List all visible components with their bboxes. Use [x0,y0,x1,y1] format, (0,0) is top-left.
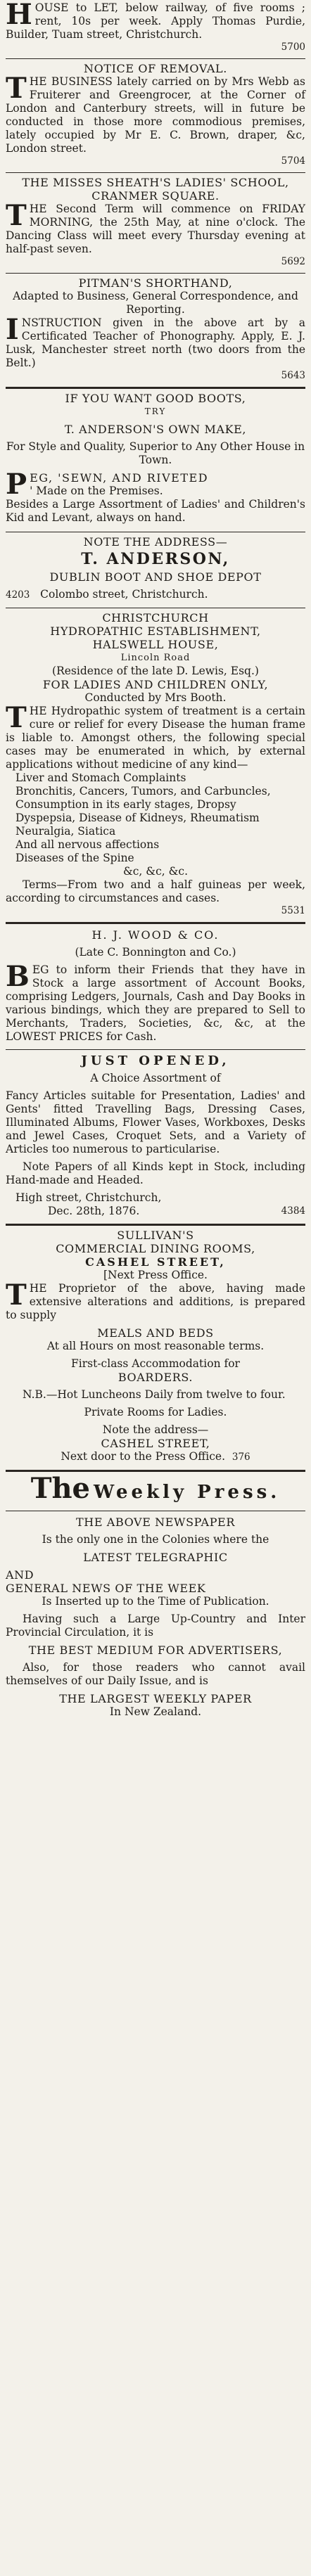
ad-house-to-let [6,1,305,57]
drop-cap: B [6,960,30,993]
ad-heading: CHRISTCHURCH [102,611,209,624]
ad-subheading: BOARDERS. [118,1371,193,1384]
ad-heading: IF YOU WANT GOOD BOOTS, [65,392,246,405]
ad-heading: THE MISSES SHEATH'S LADIES' SCHOOL, CRANMER SQUARE. [22,176,289,203]
ad-date [6,1205,305,1218]
ad-note: Note the address— [102,1423,209,1436]
column-rule [6,172,305,173]
ad-shop-name: T. ANDERSON, [81,550,230,568]
ad-reference-number: 4203 [6,589,30,601]
ad-body: HE Proprietor of the above, having made extensive alterations and additions, is prepared to supply [6,1282,305,1321]
ad-just-opened: JUST OPENED, [81,1053,230,1068]
ad-heading: SULLIVAN'S [117,1229,194,1242]
ad-subheading: AND [6,1568,34,1582]
ad-notice-of-removal [6,62,305,171]
ad-subheading: THE LARGEST WEEKLY PAPER [59,1692,252,1705]
ad-pitmans-shorthand [6,276,305,385]
masthead-the: The [30,1472,90,1505]
ad-body: Is the only one in the Colonies where the [42,1533,269,1546]
ad-weekly-press [6,1472,305,1723]
ad-subheading: Adapted to Business, General Correspondence, and Reporting. [13,290,298,316]
ad-body: HE BUSINESS lately carried on by Mrs Webb as Fruiterer and Greengrocer, at the Corner of London and Canterbury streets, will in future be conducted in those more commodious premises, lately occupied by Mr E. C. Brown, draper, &c, London street. [6,75,305,155]
ad-subheading: T. ANDERSON'S OWN MAKE, [64,423,247,436]
drop-cap: T [6,72,27,105]
ad-ladies-school [6,176,305,271]
drop-cap: T [6,701,27,734]
ad-depot-name: DUBLIN BOOT AND SHOE DEPOT [49,570,262,584]
column-rule [6,58,305,59]
ad-body: Private Rooms for Ladies. [84,1406,227,1418]
drop-cap: P [6,468,27,501]
ad-reference-number: 5643 [281,370,305,381]
ad-body: Also, for those readers who cannot avail themselves of our Daily Issue, and is [6,1661,305,1687]
column-rule [6,922,305,924]
ad-body: N.B.—Hot Luncheons Daily from twelve to four. [23,1388,286,1401]
ad-heading: HYDROPATHIC ESTABLISHMENT, [50,624,261,638]
ad-reference-number: 376 [231,1452,250,1463]
ad-subheading: (Late C. Bonnington and Co.) [75,946,236,959]
ad-body-heading: EG, 'SEWN, AND RIVETED [30,471,209,485]
list-item: Bronchitis, Cancers, Tumors, and Carbuncles, [15,785,271,797]
column-rule [6,1224,305,1226]
ad-reference-number: 4384 [281,1205,305,1217]
ad-heading: NOTICE OF REMOVAL. [84,62,227,75]
ad-heading: FOR LADIES AND CHILDREN ONLY, [42,678,269,691]
ad-address: Colombo street, Christchurch. [40,588,208,601]
ad-tagline: For Style and Quality, Superior to Any Other House in Town. [6,440,305,466]
ad-body: At all Hours on most reasonable terms. [46,1340,265,1352]
drop-cap: T [6,1279,27,1312]
ad-body: Is Inserted up to the Time of Publication. [42,1595,269,1608]
list-item: Diseases of the Spine [15,852,134,864]
ad-address [6,1450,305,1464]
ad-reference-number: 5692 [281,256,305,267]
column-rule [6,273,305,274]
list-item: And all nervous affections [15,838,160,851]
ad-address-text: Next door to the Press Office. [61,1450,226,1463]
ad-subheading: LATEST TELEGRAPHIC [83,1551,228,1564]
ad-subheading: (Residence of the late D. Lewis, Esq.) [52,665,259,677]
ad-terms: Terms—From two and a half guineas per week, according to circumstances and cases. [6,878,305,904]
ad-reference-number: 5531 [281,905,305,916]
drop-cap: T [6,199,27,232]
masthead-title: Weekly Press. [93,1482,281,1503]
ad-address-line [6,588,305,602]
ad-try-label: TRY [144,406,167,416]
drop-cap: I [6,313,19,346]
ad-subheading: Lincoln Road [120,653,191,663]
ad-body: Having such a Large Up-Country and Inter Provincial Circulation, it is [6,1613,305,1639]
ad-wood-and-co [6,928,305,1222]
ad-subheading: CASHEL STREET, [101,1437,210,1450]
ad-date-text: Dec. 28th, 1876. [48,1205,140,1217]
ad-hydropathic-establishment [6,611,305,921]
ad-address: High street, Christchurch, [15,1191,162,1204]
ad-body: ' Made on the Premises. [30,485,163,497]
ad-subheading: MEALS AND BEDS [97,1326,214,1340]
ad-sullivans-dining-rooms [6,1229,305,1468]
ad-anderson-boots [6,392,305,606]
ad-body: HE Second Term will commence on FRIDAY MORNING, the 25th May, at nine o'clock. The Dancing Class will meet every Thursday evening at half-past seven. [6,203,305,255]
ad-body: Note Papers of all Kinds kept in Stock, including Hand-made and Headed. [6,1160,305,1186]
ad-subheading: THE BEST MEDIUM FOR ADVERTISERS, [28,1643,283,1657]
ad-subheading: THE ABOVE NEWSPAPER [76,1516,235,1529]
column-rule [6,387,305,389]
ad-body: First-class Accommodation for [71,1357,240,1370]
ad-subheading: Conducted by Mrs Booth. [84,691,227,704]
ad-subheading: A Choice Assortment of [90,1072,221,1084]
ad-subheading: GENERAL NEWS OF THE WEEK [6,1582,206,1595]
list-item: &c, &c, &c. [122,865,189,878]
ad-body: OUSE to LET, below railway, of five rooms ; rent, 10s per week. Apply Thomas Purdie, Builder, Tuam street, Christchurch. [6,1,305,41]
list-item: Liver and Stomach Complaints [15,771,186,784]
ad-heading: H. J. WOOD & CO. [91,928,220,942]
ad-heading: HALSWELL HOUSE, [92,638,219,651]
ad-reference-number: 5700 [281,41,305,53]
inner-rule [6,1049,305,1050]
drop-cap: H [6,0,32,31]
ad-heading: COMMERCIAL DINING ROOMS, [56,1242,255,1255]
ad-body: EG to inform their Friends that they have in Stock a large assortment of Account Books, comprising Ledgers, Journals, Cash and Day Books in various bindings, which they are prepared to Sell to Merchants, Traders, Societies, &c, &c, at the LOWEST PRICES for Cash. [6,963,305,1043]
ad-heading: PITMAN'S SHORTHAND, [78,276,233,290]
ad-body: In New Zealand. [109,1705,202,1718]
ad-note: NOTE THE ADDRESS— [83,535,228,549]
ad-body: HE Hydropathic system of treatment is a certain cure or relief for every Disease the human frame is liable to. Amongst others, the following special cases may be enumerated in which, by external applications without medicine of any kind— [6,705,305,771]
list-item: Dyspepsia, Disease of Kidneys, Rheumatism [15,812,260,824]
ad-body: Fancy Articles suitable for Presentation, Ladies' and Gents' fitted Travelling Bags, Dressing Cases, Illuminated Albums, Flower Vases, Workboxes, Desks and Jewel Cases, Croquet Sets, and a Variety of Articles too numerous to particularise. [6,1089,305,1155]
ad-reference-number: 5704 [281,155,305,167]
list-item: Neuralgia, Siatica [15,825,116,838]
ad-body: NSTRUCTION given in the above art by a Certificated Teacher of Phonography. Apply, E. J. Lusk, Manchester street north (two doors from the Belt.) [6,316,305,369]
ad-masthead [6,1472,305,1509]
ad-heading: CASHEL STREET, [85,1255,226,1269]
ad-subheading: [Next Press Office. [103,1269,208,1281]
list-item: Consumption in its early stages, Dropsy [15,798,236,811]
ad-body: Besides a Large Assortment of Ladies' and Children's Kid and Levant, always on hand. [6,498,305,524]
